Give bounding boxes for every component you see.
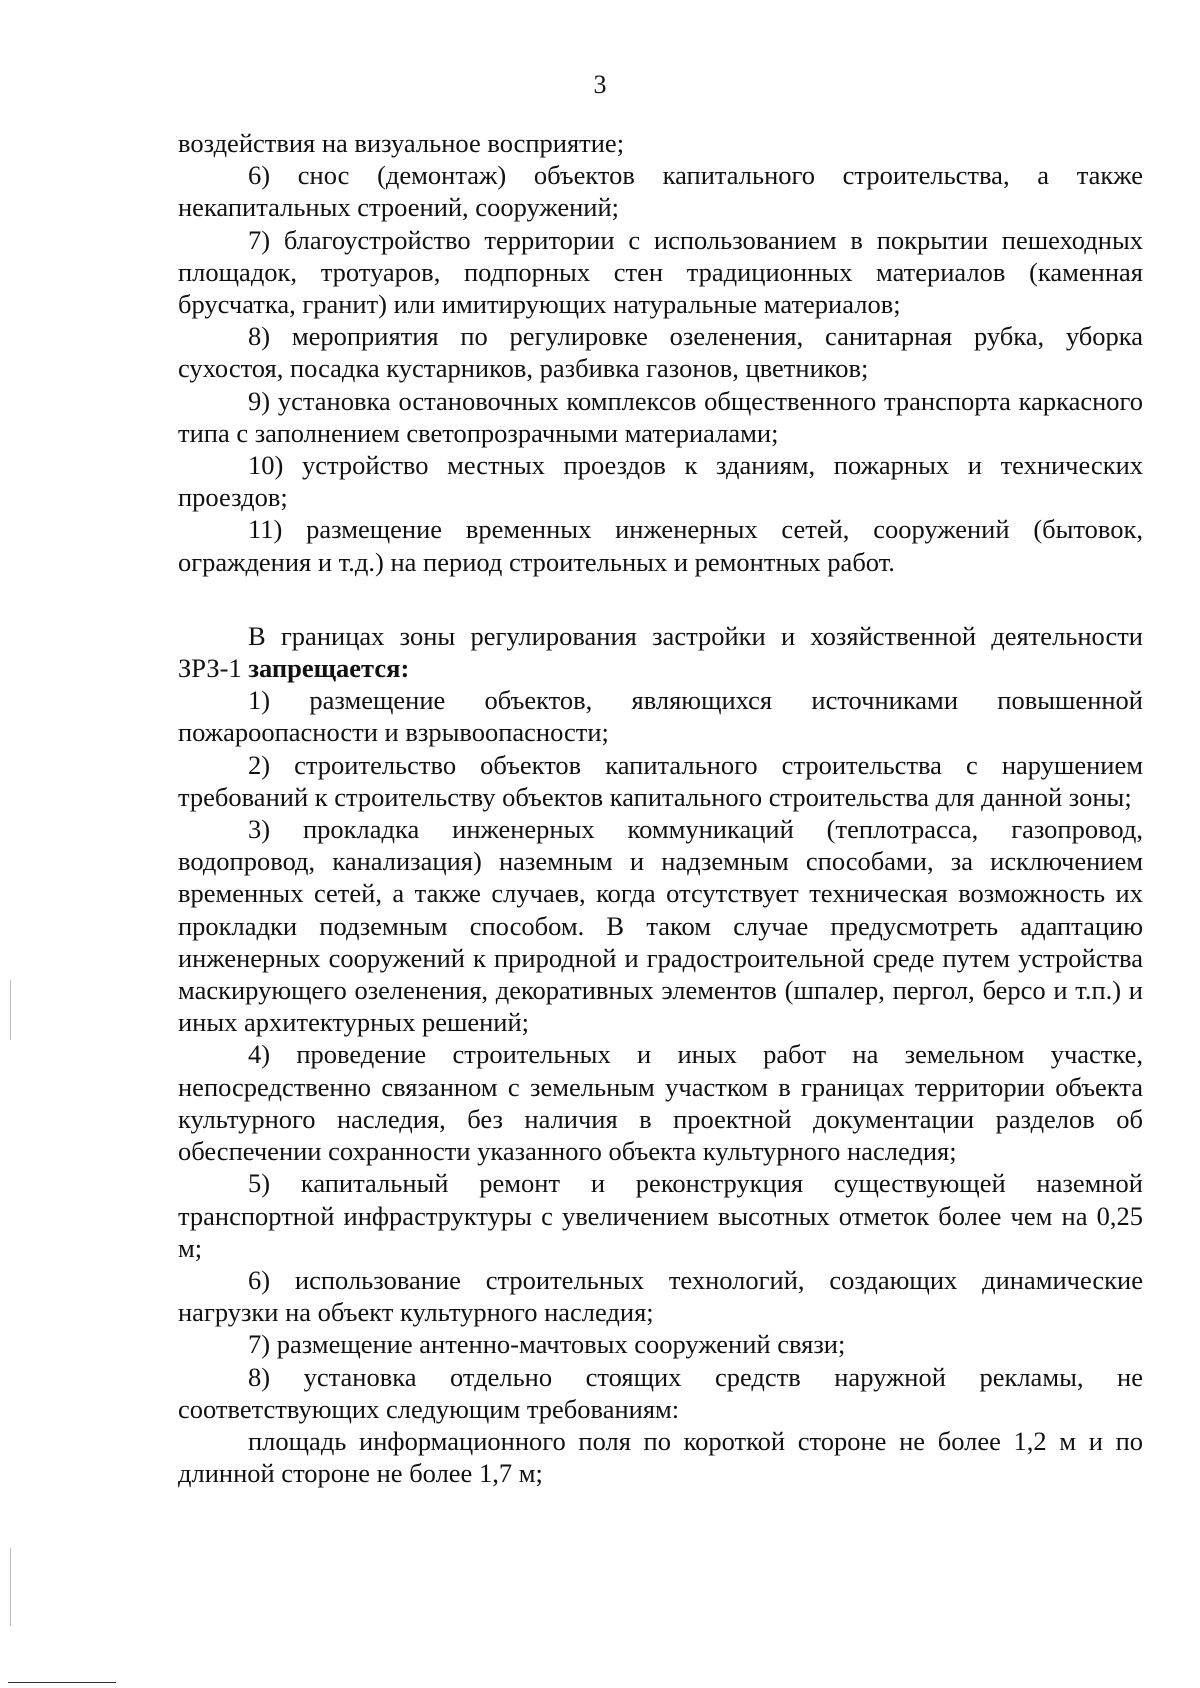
prohibited-item-7: 7) размещение антенно-мачтовых сооружений связи; xyxy=(248,1329,846,1360)
zone-intro-paragraph xyxy=(178,620,1143,684)
zone-intro-text: В границах зоны регулирования застройки и хозяйственной деятельности ЗРЗ-1 xyxy=(178,620,1143,684)
list-item-9: 9) установка остановочных комплексов общественного транспорта каркасного типа с заполнением светопрозрачными материалами; xyxy=(178,385,1143,448)
prohibited-item-1: 1) размещение объектов, являющихся источниками повышенной пожароопасности и взрывоопасности; xyxy=(178,685,1143,748)
list-item-7: 7) благоустройство территории с использованием в покрытии пешеходных площадок, тротуаров, подпорных стен традиционных материалов (каменная брусчатка, гранит) или имитирующих натуральные материалов; xyxy=(178,224,1143,320)
footer-rule xyxy=(8,1682,116,1683)
section-spacer xyxy=(178,578,1143,620)
prohibited-item-2: 2) строительство объектов капитального строительства с нарушением требований к строительству объектов капитального строительства для данной зоны; xyxy=(178,749,1143,812)
prohibited-item-5: 5) капитальный ремонт и реконструкция существующей наземной транспортной инфраструктуры с увеличением высотных отметок более чем на 0,25 м; xyxy=(178,1168,1143,1263)
list-item-8: 8) мероприятия по регулировке озеленения, санитарная рубка, уборка сухостоя, посадка кустарников, разбивка газонов, цветников; xyxy=(178,321,1143,384)
paragraph-continuation: воздействия на визуальное восприятие; xyxy=(178,128,625,158)
list-item-11: 11) размещение временных инженерных сетей, сооружений (бытовок, ограждения и т.д.) на период строительных и ремонтных работ. xyxy=(178,514,1143,577)
advertising-requirement-1: площадь информационного поля по короткой стороне не более 1,2 м и по длинной стороне не более 1,7 м; xyxy=(178,1425,1143,1489)
prohibited-item-3: 3) прокладка инженерных коммуникаций (теплотрасса, газопровод, водопровод, канализация) наземным и надземным способами, за исключением временных сетей, а также случаев, когда отсутствует техническая возможность их прокладки подземным способом. В таком случае предусмотреть адаптацию инженерных сооружений к природной и градостроительной среде путем устройства маскирующего озеленения, декоративных элементов (шпалер, пергол, берсо и т.п.) и иных архитектурных решений; xyxy=(178,814,1143,1038)
list-item-6: 6) снос (демонтаж) объектов капитального строительства, а также некапитальных строений, сооружений; xyxy=(178,160,1143,223)
prohibited-item-6: 6) использование строительных технологий, создающих динамические нагрузки на объект культурного наследия; xyxy=(178,1264,1143,1328)
zone-intro-emphasis: запрещается: xyxy=(248,653,410,684)
prohibited-item-4: 4) проведение строительных и иных работ на земельном участке, непосредственно связанном с земельным участком в границах территории объекта культурного наследия, без наличия в проектной документации разделов об обеспечении сохранности указанного объекта культурного наследия; xyxy=(178,1039,1143,1167)
page-number: 3 xyxy=(593,70,607,99)
scan-margin-mark xyxy=(10,1548,11,1626)
prohibited-item-8: 8) установка отдельно стоящих средств наружной рекламы, не соответствующих следующим требованиям: xyxy=(178,1361,1143,1424)
scan-margin-mark xyxy=(10,980,11,1040)
document-body xyxy=(178,127,1143,1489)
list-item-10: 10) устройство местных проездов к зданиям, пожарных и технических проездов; xyxy=(178,450,1143,513)
